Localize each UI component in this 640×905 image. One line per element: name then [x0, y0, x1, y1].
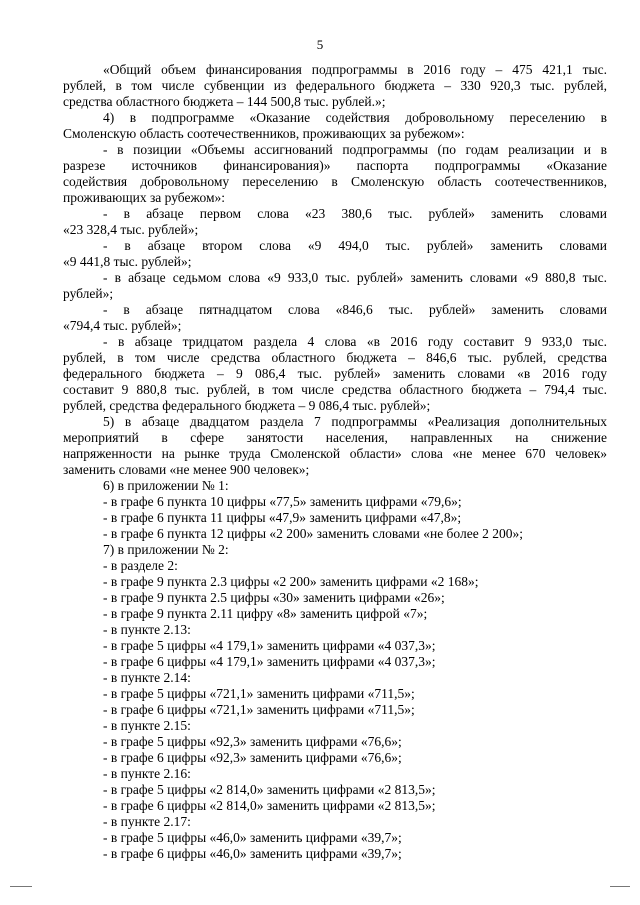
text-line: - в абзаце тридцатом раздела 4 слова «в 2016 году составит 9 933,0 тыс.	[103, 334, 607, 349]
text-line: - в пункте 2.15:	[103, 718, 191, 733]
text-line: - в графе 6 цифры «92,3» заменить цифрами «76,6»;	[103, 750, 402, 765]
text-line: - в графе 5 цифры «92,3» заменить цифрами «76,6»;	[103, 734, 402, 749]
text-line: - в абзаце втором слова «9 494,0 тыс. рублей» заменить словами	[103, 238, 607, 253]
scan-edge-mark	[610, 886, 630, 887]
text-line: - в графе 6 цифры «46,0» заменить цифрами «39,7»;	[103, 846, 402, 861]
text-line: - в пункте 2.14:	[103, 670, 191, 685]
text-line: напряженности на рынке труда Смоленской области» слова «не менее 670 человек»	[63, 446, 607, 461]
text-line: - в графе 9 пункта 2.5 цифры «30» заменить цифрами «26»;	[103, 590, 445, 605]
text-line: рублей, в том числе субвенции из федерального бюджета – 330 920,3 тыс. рублей,	[63, 78, 607, 93]
page-number: 5	[316, 37, 324, 52]
text-line: - в графе 6 цифры «4 179,1» заменить цифрами «4 037,3»;	[103, 654, 436, 669]
scan-edge-mark	[10, 886, 32, 887]
document-body	[63, 62, 607, 862]
text-line: заменить словами «не менее 900 человек»;	[63, 462, 310, 477]
text-line: разрезе источников финансирования)» паспорта подпрограммы «Оказание	[63, 158, 607, 173]
text-line: «Общий объем финансирования подпрограммы в 2016 году – 475 421,1 тыс.	[103, 62, 607, 77]
text-line: рублей»;	[63, 286, 114, 301]
text-line: 4) в подпрограмме «Оказание содействия добровольному переселению в	[103, 110, 607, 125]
text-line: 5) в абзаце двадцатом раздела 7 подпрограммы «Реализация дополнительных	[103, 414, 607, 429]
text-line: - в пункте 2.16:	[103, 766, 191, 781]
text-line: рублей, в том числе средства областного бюджета – 846,6 тыс. рублей, средства	[63, 350, 607, 365]
text-line: 6) в приложении № 1:	[103, 478, 229, 493]
text-line: - в графе 9 пункта 2.11 цифру «8» заменить цифрой «7»;	[103, 606, 428, 621]
text-line: - в графе 6 пункта 12 цифры «2 200» заменить словами «не более 2 200»;	[103, 526, 523, 541]
text-line: «9 441,8 тыс. рублей»;	[63, 254, 192, 269]
text-line: - в графе 9 пункта 2.3 цифры «2 200» заменить цифрами «2 168»;	[103, 574, 479, 589]
text-line: федерального бюджета – 9 086,4 тыс. рублей» заменить словами «в 2016 году	[63, 366, 607, 381]
text-line: - в пункте 2.17:	[103, 814, 191, 829]
text-line: - в графе 6 пункта 11 цифры «47,9» заменить цифрами «47,8»;	[103, 510, 462, 525]
text-line: «23 328,4 тыс. рублей»;	[63, 222, 199, 237]
text-line: - в графе 5 цифры «46,0» заменить цифрами «39,7»;	[103, 830, 402, 845]
text-line: - в позиции «Объемы ассигнований подпрограммы (по годам реализации и в	[103, 142, 607, 157]
text-line: проживающих за рубежом»:	[63, 190, 226, 205]
text-line: - в графе 6 цифры «2 814,0» заменить цифрами «2 813,5»;	[103, 798, 436, 813]
text-line: 7) в приложении № 2:	[103, 542, 229, 557]
text-line: рублей, средства федерального бюджета – 9 086,4 тыс. рублей»;	[63, 398, 431, 413]
text-line: - в графе 6 цифры «721,1» заменить цифрами «711,5»;	[103, 702, 415, 717]
text-line: - в графе 5 цифры «721,1» заменить цифрами «711,5»;	[103, 686, 415, 701]
text-line: - в абзаце седьмом слова «9 933,0 тыс. рублей» заменить словами «9 880,8 тыс.	[103, 270, 607, 285]
text-line: - в разделе 2:	[103, 558, 178, 573]
text-line: «794,4 тыс. рублей»;	[63, 318, 182, 333]
text-line: - в графе 6 пункта 10 цифры «77,5» заменить цифрами «79,6»;	[103, 494, 462, 509]
text-line: средства областного бюджета – 144 500,8 тыс. рублей.»;	[63, 94, 386, 109]
text-line: - в пункте 2.13:	[103, 622, 191, 637]
text-line: мероприятий в сфере занятости населения, направленных на снижение	[63, 430, 607, 445]
text-line: - в графе 5 цифры «2 814,0» заменить цифрами «2 813,5»;	[103, 782, 436, 797]
text-line: Смоленскую область соотечественников, проживающих за рубежом»:	[63, 126, 465, 141]
text-line: составит 9 880,8 тыс. рублей, в том числе средства областного бюджета – 794,4 тыс.	[63, 382, 607, 397]
text-line: - в абзаце первом слова «23 380,6 тыс. рублей» заменить словами	[103, 206, 607, 221]
text-line: - в абзаце пятнадцатом слова «846,6 тыс. рублей» заменить словами	[103, 302, 607, 317]
text-line: - в графе 5 цифры «4 179,1» заменить цифрами «4 037,3»;	[103, 638, 436, 653]
text-line: содействия добровольному переселению в Смоленскую область соотечественников,	[63, 174, 607, 189]
